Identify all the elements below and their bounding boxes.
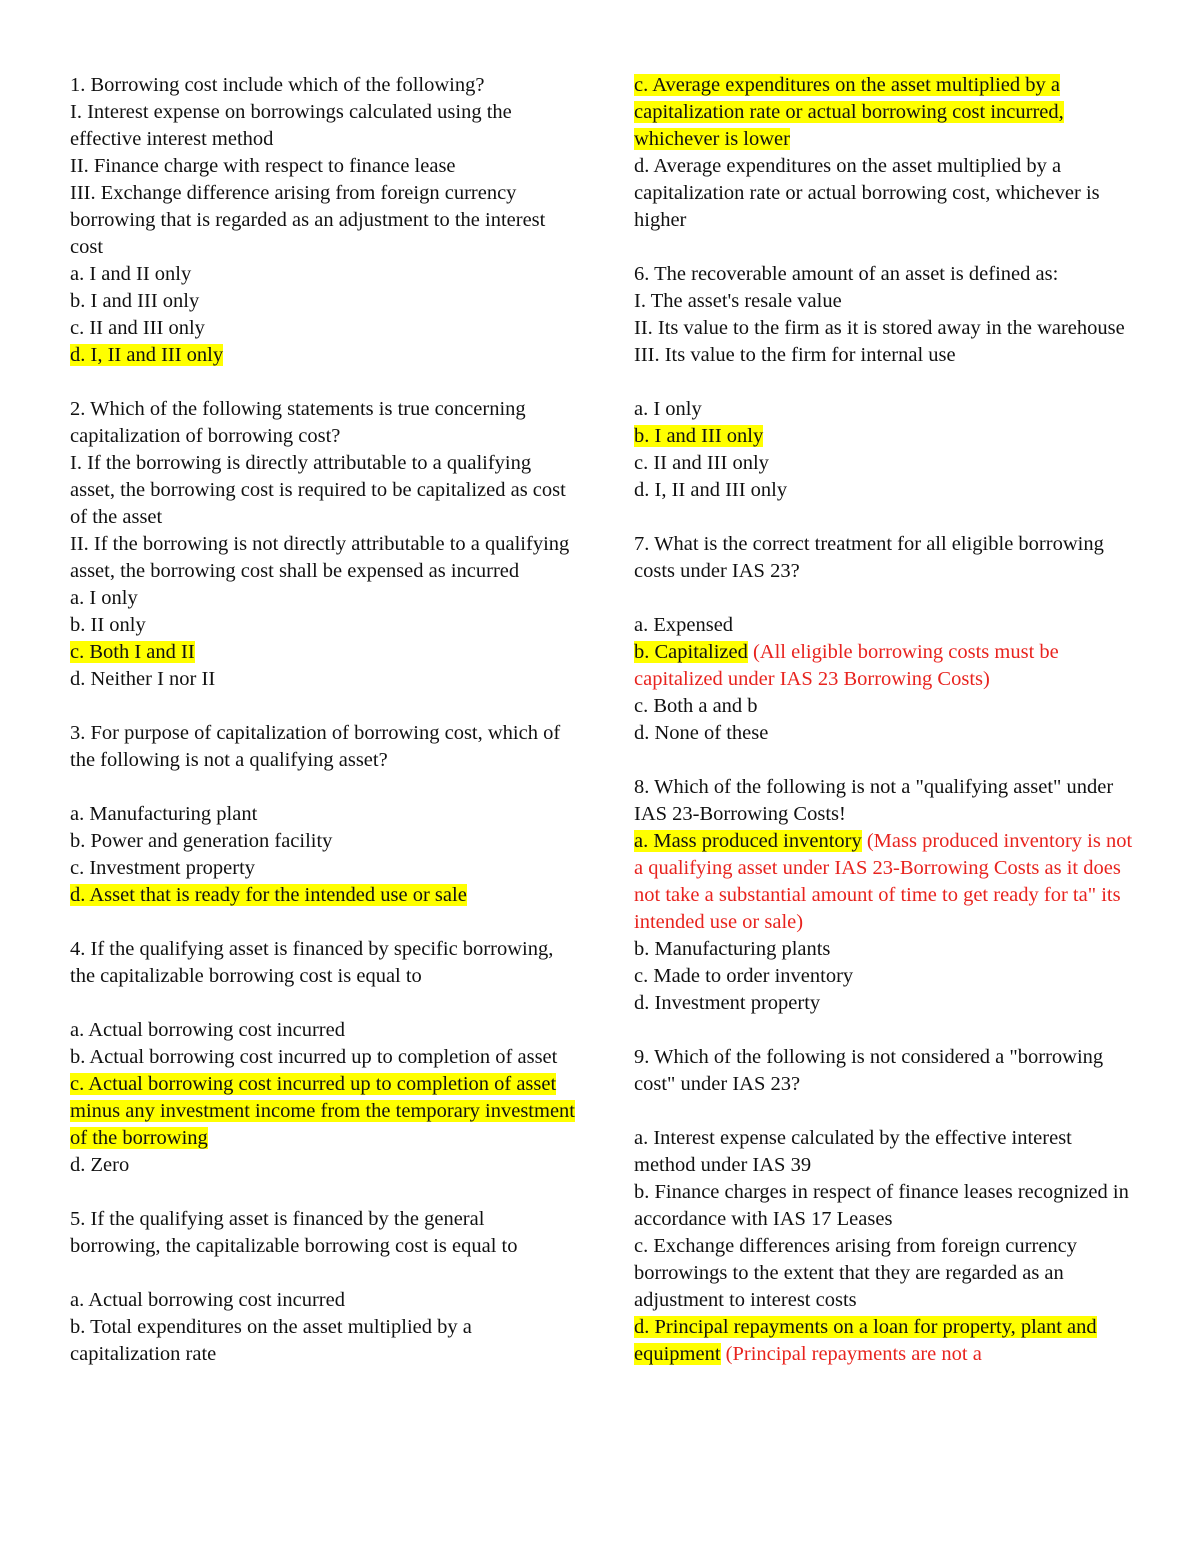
question-4-text: 4. If the qualifying asset is financed by specific borrowing, the capitalizable borrowing cost is equal to — [70, 938, 554, 987]
option: a. Actual borrowing cost incurred — [70, 1019, 345, 1041]
highlighted-answer: b. I and III only — [634, 425, 764, 447]
question-6 — [634, 261, 1134, 504]
question-2 — [70, 396, 575, 693]
option: b. II only — [70, 614, 146, 636]
statement: II. If the borrowing is not directly attributable to a qualifying asset, the borrowing cost shall be expensed as incurred — [70, 533, 570, 582]
option: d. I, II and III only — [634, 479, 788, 501]
option: c. Exchange differences arising from foreign currency borrowings to the extent that they are regarded as an adjustment to interest costs — [634, 1235, 1078, 1311]
question-6-text: 6. The recoverable amount of an asset is defined as: — [634, 263, 1059, 285]
question-8 — [634, 774, 1134, 1017]
option: d. None of these — [634, 722, 769, 744]
question-8-text: 8. Which of the following is not a "qualifying asset" under IAS 23-Borrowing Costs! — [634, 776, 1114, 825]
option: d. Neither I nor II — [70, 668, 216, 690]
option: b. Finance charges in respect of finance leases recognized in accordance with IAS 17 Leases — [634, 1181, 1129, 1230]
statement: I. Interest expense on borrowings calculated using the effective interest method — [70, 101, 512, 150]
highlighted-answer: a. Mass produced inventory — [634, 830, 862, 852]
option: b. Power and generation facility — [70, 830, 333, 852]
explanation-note: (Mass produced inventory is not a qualifying asset under IAS 23-Borrowing Costs as it does not take a substantial amount of time to get ready for ta" its intended use or sale) — [634, 830, 1133, 933]
option: c. II and III only — [634, 452, 769, 474]
statement: I. If the borrowing is directly attributable to a qualifying asset, the borrowing cost is required to be capitalized as cost of the asset — [70, 452, 566, 528]
statement: III. Exchange difference arising from foreign currency borrowing that is regarded as an adjustment to the interest cost — [70, 182, 546, 258]
option: b. Total expenditures on the asset multiplied by a capitalization rate — [70, 1316, 472, 1365]
option: a. I only — [70, 587, 138, 609]
question-3 — [70, 720, 575, 909]
question-9-text: 9. Which of the following is not considered a "borrowing cost" under IAS 23? — [634, 1046, 1104, 1095]
option: a. I only — [634, 398, 702, 420]
question-4 — [70, 936, 575, 1179]
question-9 — [634, 1044, 1134, 1368]
option: a. Interest expense calculated by the effective interest method under IAS 39 — [634, 1127, 1072, 1176]
highlighted-answer: d. Asset that is ready for the intended use or sale — [70, 884, 467, 906]
option: c. II and III only — [70, 317, 205, 339]
question-7 — [634, 531, 1134, 747]
highlighted-answer: d. I, II and III only — [70, 344, 224, 366]
highlighted-answer: b. Capitalized — [634, 641, 748, 663]
option: d. Zero — [70, 1154, 130, 1176]
highlighted-answer: d. Principal repayments on a loan for property, plant and equipment — [634, 1316, 1097, 1365]
question-7-text: 7. What is the correct treatment for all eligible borrowing costs under IAS 23? — [634, 533, 1104, 582]
statement: II. Finance charge with respect to finance lease — [70, 155, 456, 177]
option: a. Manufacturing plant — [70, 803, 258, 825]
question-1-text: 1. Borrowing cost include which of the following? — [70, 74, 485, 96]
statement: I. The asset's resale value — [634, 290, 842, 312]
option: c. Investment property — [70, 857, 256, 879]
option: a. Actual borrowing cost incurred — [70, 1289, 345, 1311]
highlighted-answer: c. Both I and II — [70, 641, 195, 663]
question-1 — [70, 72, 575, 369]
question-5 — [70, 1206, 575, 1368]
explanation-note: (All eligible borrowing costs must be capitalized under IAS 23 Borrowing Costs) — [634, 641, 1059, 690]
option: b. Actual borrowing cost incurred up to completion of asset — [70, 1046, 558, 1068]
option: b. Manufacturing plants — [634, 938, 831, 960]
option: a. Expensed — [634, 614, 734, 636]
question-3-text: 3. For purpose of capitalization of borrowing cost, which of the following is not a qualifying asset? — [70, 722, 561, 771]
question-5-text: 5. If the qualifying asset is financed by the general borrowing, the capitalizable borrowing cost is equal to — [70, 1208, 518, 1257]
option: c. Both a and b — [634, 695, 758, 717]
option: d. Investment property — [634, 992, 821, 1014]
highlighted-answer: c. Average expenditures on the asset multiplied by a capitalization rate or actual borrowing cost incurred, whichever is lower — [634, 74, 1064, 150]
right-column — [634, 72, 1134, 1395]
option: c. Made to order inventory — [634, 965, 854, 987]
highlighted-answer: c. Actual borrowing cost incurred up to completion of asset minus any investment income from the temporary investment of the borrowing — [70, 1073, 575, 1149]
question-5-continued — [634, 72, 1134, 234]
option: b. I and III only — [70, 290, 200, 312]
option: a. I and II only — [70, 263, 192, 285]
question-2-text: 2. Which of the following statements is true concerning capitalization of borrowing cost? — [70, 398, 526, 447]
option: d. Average expenditures on the asset multiplied by a capitalization rate or actual borrowing cost, whichever is higher — [634, 155, 1100, 231]
statement: III. Its value to the firm for internal use — [634, 344, 956, 366]
left-column — [70, 72, 575, 1395]
explanation-note: (Principal repayments are not a — [725, 1343, 982, 1365]
statement: II. Its value to the firm as it is stored away in the warehouse — [634, 317, 1125, 339]
